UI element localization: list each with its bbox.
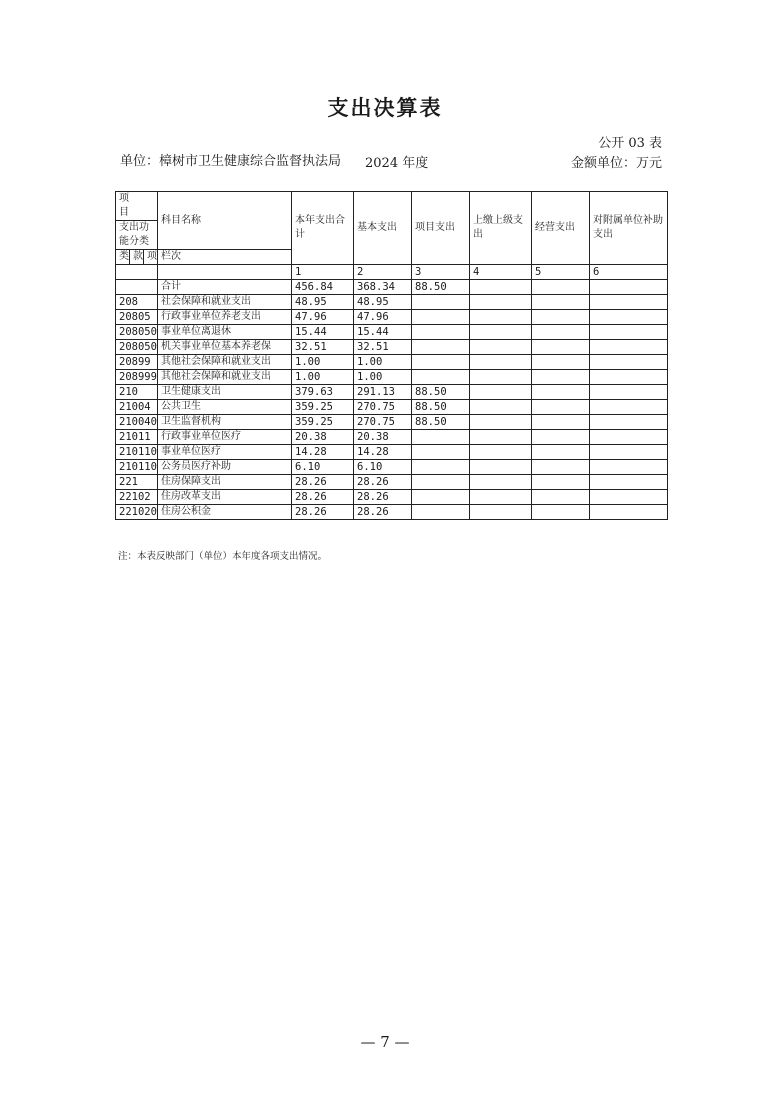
fiscal-year: 2024 年度 — [365, 156, 429, 171]
row-basic: 20.38 — [354, 430, 412, 445]
row-total: 28.26 — [292, 490, 354, 505]
header-basic: 基本支出 — [354, 192, 412, 265]
row-basic: 1.00 — [354, 355, 412, 370]
row-total: 28.26 — [292, 475, 354, 490]
row-basic: 28.26 — [354, 505, 412, 520]
row-operation — [532, 445, 590, 460]
table-row — [116, 325, 668, 340]
header-total: 本年支出合计 — [292, 192, 354, 265]
row-basic: 47.96 — [354, 310, 412, 325]
table-row — [116, 370, 668, 385]
unit-label: 单位：樟树市卫生健康综合监督执法局 — [120, 154, 342, 169]
row-code: 221 — [116, 475, 158, 490]
row-upper — [470, 385, 532, 400]
row-code: 210110 — [116, 460, 158, 475]
header-subject-name: 科目名称 — [158, 192, 292, 250]
total-total: 456.84 — [292, 280, 354, 295]
total-project: 88.50 — [412, 280, 470, 295]
row-code: 21004 — [116, 400, 158, 415]
total-basic: 368.34 — [354, 280, 412, 295]
index-c4: 4 — [470, 265, 532, 280]
row-operation — [532, 340, 590, 355]
total-label: 合计 — [158, 280, 292, 295]
row-basic: 32.51 — [354, 340, 412, 355]
table-row — [116, 415, 668, 430]
row-basic: 14.28 — [354, 445, 412, 460]
row-basic: 28.26 — [354, 475, 412, 490]
money-unit: 金额单位：万元 — [570, 156, 662, 171]
table-row — [116, 490, 668, 505]
row-total: 1.00 — [292, 355, 354, 370]
header-lei: 类 — [116, 250, 130, 265]
row-operation — [532, 475, 590, 490]
row-name: 公共卫生 — [158, 400, 292, 415]
row-total: 14.28 — [292, 445, 354, 460]
table-code: 公开 03 表 — [598, 136, 662, 151]
row-basic: 48.95 — [354, 295, 412, 310]
table-row — [116, 295, 668, 310]
row-name: 行政事业单位医疗 — [158, 430, 292, 445]
page-title: 支出决算表 — [327, 96, 443, 120]
row-project — [412, 430, 470, 445]
row-upper — [470, 355, 532, 370]
table-row — [116, 445, 668, 460]
row-project — [412, 325, 470, 340]
row-total: 20.38 — [292, 430, 354, 445]
row-code: 208 — [116, 295, 158, 310]
row-name: 事业单位离退休 — [158, 325, 292, 340]
row-project — [412, 460, 470, 475]
row-upper — [470, 475, 532, 490]
row-operation — [532, 355, 590, 370]
index-c1: 1 — [292, 265, 354, 280]
row-code: 21011 — [116, 430, 158, 445]
table-row — [116, 505, 668, 520]
row-code: 210 — [116, 385, 158, 400]
row-code: 208050 — [116, 340, 158, 355]
header-xiang: 项 — [144, 250, 158, 265]
row-total: 359.25 — [292, 415, 354, 430]
row-project — [412, 355, 470, 370]
row-total: 379.63 — [292, 385, 354, 400]
row-project — [412, 340, 470, 355]
row-project — [412, 310, 470, 325]
table-row — [116, 385, 668, 400]
row-subsidy — [590, 295, 668, 310]
row-subsidy — [590, 385, 668, 400]
row-name: 其他社会保障和就业支出 — [158, 355, 292, 370]
row-upper — [470, 400, 532, 415]
row-total: 6.10 — [292, 460, 354, 475]
row-project — [412, 445, 470, 460]
row-subsidy — [590, 460, 668, 475]
row-subsidy — [590, 340, 668, 355]
row-subsidy — [590, 475, 668, 490]
row-operation — [532, 400, 590, 415]
row-basic: 15.44 — [354, 325, 412, 340]
row-project — [412, 295, 470, 310]
row-name: 行政事业单位养老支出 — [158, 310, 292, 325]
table-row — [116, 400, 668, 415]
row-name: 其他社会保障和就业支出 — [158, 370, 292, 385]
header-project: 项目支出 — [412, 192, 470, 265]
index-c6: 6 — [590, 265, 668, 280]
row-upper — [470, 460, 532, 475]
row-total: 28.26 — [292, 505, 354, 520]
row-upper — [470, 445, 532, 460]
index-c5: 5 — [532, 265, 590, 280]
row-code: 210040 — [116, 415, 158, 430]
row-name: 卫生健康支出 — [158, 385, 292, 400]
row-total: 1.00 — [292, 370, 354, 385]
row-project: 88.50 — [412, 415, 470, 430]
row-total: 359.25 — [292, 400, 354, 415]
row-subsidy — [590, 430, 668, 445]
row-code: 221020 — [116, 505, 158, 520]
row-subsidy — [590, 370, 668, 385]
row-upper — [470, 505, 532, 520]
header-subsidy: 对附属单位补助支出 — [590, 192, 668, 265]
row-code: 20805 — [116, 310, 158, 325]
index-c3: 3 — [412, 265, 470, 280]
row-total: 47.96 — [292, 310, 354, 325]
row-operation — [532, 370, 590, 385]
row-subsidy — [590, 415, 668, 430]
row-total: 15.44 — [292, 325, 354, 340]
table-row — [116, 310, 668, 325]
row-project — [412, 505, 470, 520]
row-project — [412, 475, 470, 490]
row-code: 22102 — [116, 490, 158, 505]
row-project — [412, 370, 470, 385]
row-project — [412, 490, 470, 505]
expenditure-table — [115, 191, 668, 520]
row-operation — [532, 295, 590, 310]
row-name: 住房改革支出 — [158, 490, 292, 505]
table-row — [116, 460, 668, 475]
row-total: 48.95 — [292, 295, 354, 310]
row-basic: 291.13 — [354, 385, 412, 400]
header-func-class: 支出功能分类 — [116, 221, 158, 250]
row-subsidy — [590, 505, 668, 520]
header-item: 项 目 — [116, 192, 158, 221]
row-upper — [470, 370, 532, 385]
row-basic: 1.00 — [354, 370, 412, 385]
table-row — [116, 475, 668, 490]
row-subsidy — [590, 490, 668, 505]
index-c2: 2 — [354, 265, 412, 280]
row-operation — [532, 430, 590, 445]
row-subsidy — [590, 310, 668, 325]
row-upper — [470, 340, 532, 355]
row-upper — [470, 415, 532, 430]
row-upper — [470, 430, 532, 445]
index-label: 栏次 — [158, 250, 292, 265]
row-operation — [532, 460, 590, 475]
row-total: 32.51 — [292, 340, 354, 355]
row-name: 住房保障支出 — [158, 475, 292, 490]
header-kuan: 款 — [130, 250, 144, 265]
row-name: 住房公积金 — [158, 505, 292, 520]
row-basic: 6.10 — [354, 460, 412, 475]
row-code: 208999 — [116, 370, 158, 385]
row-code: 20899 — [116, 355, 158, 370]
row-name: 事业单位医疗 — [158, 445, 292, 460]
table-note: 注：本表反映部门（单位）本年度各项支出情况。 — [118, 551, 328, 562]
table-row — [116, 340, 668, 355]
row-name: 公务员医疗补助 — [158, 460, 292, 475]
row-upper — [470, 310, 532, 325]
row-name: 卫生监督机构 — [158, 415, 292, 430]
row-upper — [470, 325, 532, 340]
row-subsidy — [590, 445, 668, 460]
row-project: 88.50 — [412, 400, 470, 415]
row-operation — [532, 310, 590, 325]
row-operation — [532, 325, 590, 340]
row-operation — [532, 385, 590, 400]
row-basic: 270.75 — [354, 415, 412, 430]
page-number: — 7 — — [360, 1033, 410, 1051]
row-basic: 270.75 — [354, 400, 412, 415]
row-basic: 28.26 — [354, 490, 412, 505]
row-subsidy — [590, 400, 668, 415]
row-name: 社会保障和就业支出 — [158, 295, 292, 310]
row-upper — [470, 295, 532, 310]
index-blank — [158, 265, 292, 280]
row-code: 208050 — [116, 325, 158, 340]
row-operation — [532, 415, 590, 430]
table-row — [116, 355, 668, 370]
row-code: 210110 — [116, 445, 158, 460]
row-operation — [532, 505, 590, 520]
header-upper: 上缴上级支出 — [470, 192, 532, 265]
row-subsidy — [590, 355, 668, 370]
row-subsidy — [590, 325, 668, 340]
header-operation: 经营支出 — [532, 192, 590, 265]
row-project: 88.50 — [412, 385, 470, 400]
row-upper — [470, 490, 532, 505]
row-name: 机关事业单位基本养老保 — [158, 340, 292, 355]
row-operation — [532, 490, 590, 505]
table-row — [116, 430, 668, 445]
